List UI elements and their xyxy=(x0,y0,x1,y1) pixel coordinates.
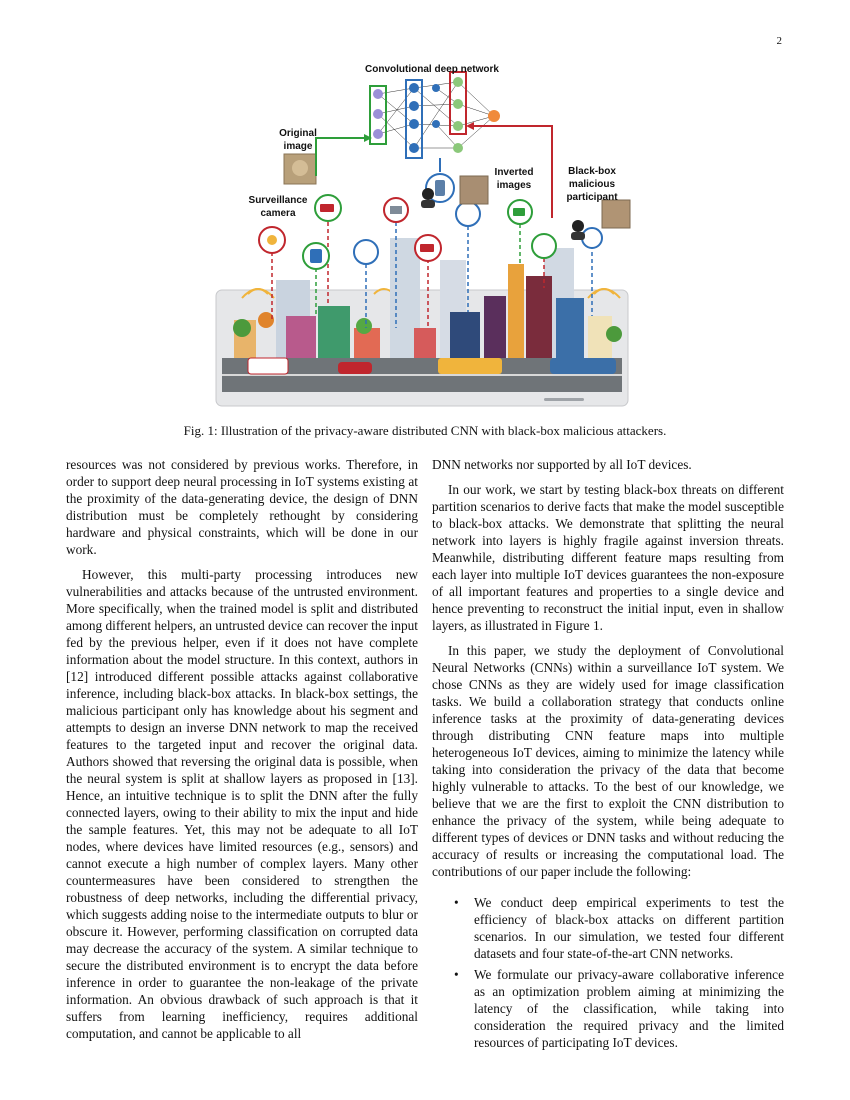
tablet-button xyxy=(544,398,584,401)
figure-1 xyxy=(214,58,634,410)
building xyxy=(414,328,436,358)
figure-title: Convolutional deep network xyxy=(365,64,499,75)
label-inverted-images-line2: images xyxy=(496,180,532,191)
bullet-icon: • xyxy=(454,967,459,982)
building xyxy=(450,312,480,358)
cnn-city-illustration xyxy=(214,58,634,410)
contributions-list xyxy=(432,894,784,1051)
hacker-icon-body xyxy=(571,232,585,240)
label-blackbox-line1: Black-box xyxy=(568,166,616,177)
paragraph: In this paper, we study the deployment of Convolutional Neural Networks (CNNs) within a surveillance IoT system. We chose CNNs as they are widely used for image classification tasks. We build a collaboration strategy that conducts online inference tasks at the proximity of data-generating devices through distributing CNN feature maps into multiple heterogeneous IoT devices, aiming to minimize the latency while taking into consideration the privacy of the data that become highly vulnerable to attacks. To the best of our knowledge, we believe that we are the first to exploit the CNN distribution to enhance the privacy of the system, while being adequate to different types of devices or DNN tasks and without reducing the accuracy of results or increasing the computational load. The contributions of our paper include the following: xyxy=(432,643,784,879)
device-icon-circle xyxy=(354,240,378,264)
list-item xyxy=(432,966,784,1051)
device-icon-circle xyxy=(582,228,602,248)
car-red xyxy=(338,362,372,374)
cnn-neurons xyxy=(373,77,500,153)
cnn-output-neuron xyxy=(488,110,500,122)
tree xyxy=(258,312,274,328)
label-blackbox-line3: participant xyxy=(566,192,618,203)
ambulance xyxy=(248,358,288,374)
school-bus xyxy=(438,358,502,374)
paragraph: resources was not considered by previous works. Therefore, in order to support deep neural processing in IoT systems existing at the proximity of the data-generating device, the design of DNN distribution must be completely rethought by considering hardware and physical constraints, which will be done in our work. xyxy=(66,457,418,557)
blue-bus xyxy=(550,358,616,374)
label-original-image-line1: Original xyxy=(279,128,317,139)
label-surveillance-camera-line1: Surveillance xyxy=(248,195,308,206)
camera-icon xyxy=(320,204,334,212)
tablet-icon xyxy=(310,249,322,263)
tree xyxy=(606,326,622,342)
phone-icon xyxy=(435,180,445,196)
building xyxy=(318,306,350,358)
label-surveillance-camera-line2: camera xyxy=(260,208,296,219)
list-item-text: We conduct deep empirical experiments to test the efficiency of black-box attacks on different partition scenarios. In our simulation, we tested four different datasets and four state-of-the-art CNN networks. xyxy=(474,895,784,961)
bullet-icon: • xyxy=(454,895,459,910)
device-icon-circle xyxy=(456,202,480,226)
paragraph: DNN networks nor supported by all IoT devices. xyxy=(432,457,692,472)
left-column xyxy=(66,456,418,1050)
list-item xyxy=(432,894,784,962)
label-blackbox-line2: malicious xyxy=(568,179,616,190)
tree xyxy=(233,319,251,337)
hacker-icon xyxy=(572,220,584,232)
camera-icon xyxy=(420,244,434,252)
paragraph: However, this multi-party processing introduces new vulnerabilities and attacks because of the untrusted environment. More specifically, when the trained model is split and distributed among different helpers, an untrusted device can recover the input fed by the previous helper, even if it does not have complete information about the model structure. In this context, authors in [12] introduced different possible attacks against collaborative inference, including black-box attacks. In black-box settings, the malicious participant only has knowledge about his segment and attempts to design an inverse DNN network to map the received features to the targeted input and recover the original data. Authors showed that reversing the original data is possible, when the neural system is split at shallow layers as proposed in [13]. Hence, an intuitive technique is to split the DNN after the fully connected layers, owing to their ability to mix the input and hide the sample features. Yet, this may not be adequate to all IoT nodes, where devices have limited resources (e.g., sensors) and cannot execute a high number of complex layers. Many other countermeasures have been considered to strengthen the robustness of deep networks, including the differential privacy, which suggests adding noise to the intermediate outputs to blur or obscure it. However, performing classification on corrupted data may decrease the accuracy of the system. A similar technique to secure the distributed environment is to encrypt the data before inference in order to guarantee the non-leakage of the private information. An obvious drawback of such approach is that it suffers from learning inefficiency, requires additional computation, and cannot be applicable to all xyxy=(66,567,418,1041)
sensor-icon xyxy=(267,235,277,245)
arrow-original-to-cnn xyxy=(316,138,366,176)
face-icon xyxy=(292,160,308,176)
paragraph: In our work, we start by testing black-box threats on different partition scenarios to derive facts that make the model susceptible to black-box attacks. We demonstrate that splitting the neural network into layers is highly fragile against inversion threats. Meanwhile, distributing different feature maps resulting from each layer into multiple IoT devices guarantees the non-exposure of all important features and properties to a single device and hence preventing to reconstruct the initial input, even in shallow layers, as illustrated in Figure 1. xyxy=(432,482,784,633)
building xyxy=(526,276,552,358)
building xyxy=(508,264,524,358)
right-column xyxy=(432,456,784,1055)
label-inverted-images-line1: Inverted xyxy=(494,167,534,178)
hacker-icon xyxy=(422,188,434,200)
camera-icon xyxy=(513,208,525,216)
building xyxy=(484,296,506,358)
page-number: 2 xyxy=(776,35,782,47)
building xyxy=(556,298,584,358)
laptop-icon xyxy=(390,206,402,214)
label-original-image-line2: image xyxy=(283,141,313,152)
inverted-image-thumbnail xyxy=(460,176,488,204)
blackbox-image-thumbnail xyxy=(602,200,630,228)
device-icon-circle xyxy=(532,234,556,258)
hacker-icon-body xyxy=(421,200,435,208)
building xyxy=(286,316,316,358)
list-item-text: We formulate our privacy-aware collaborative inference as an optimization problem aiming at minimizing the latency of the classification, while taking into consideration the required privacy and the limited resources of participating IoT devices. xyxy=(474,967,784,1050)
figure-caption: Fig. 1: Illustration of the privacy-aware distributed CNN with black-box malicious attackers. xyxy=(183,423,667,438)
tree xyxy=(356,318,372,334)
